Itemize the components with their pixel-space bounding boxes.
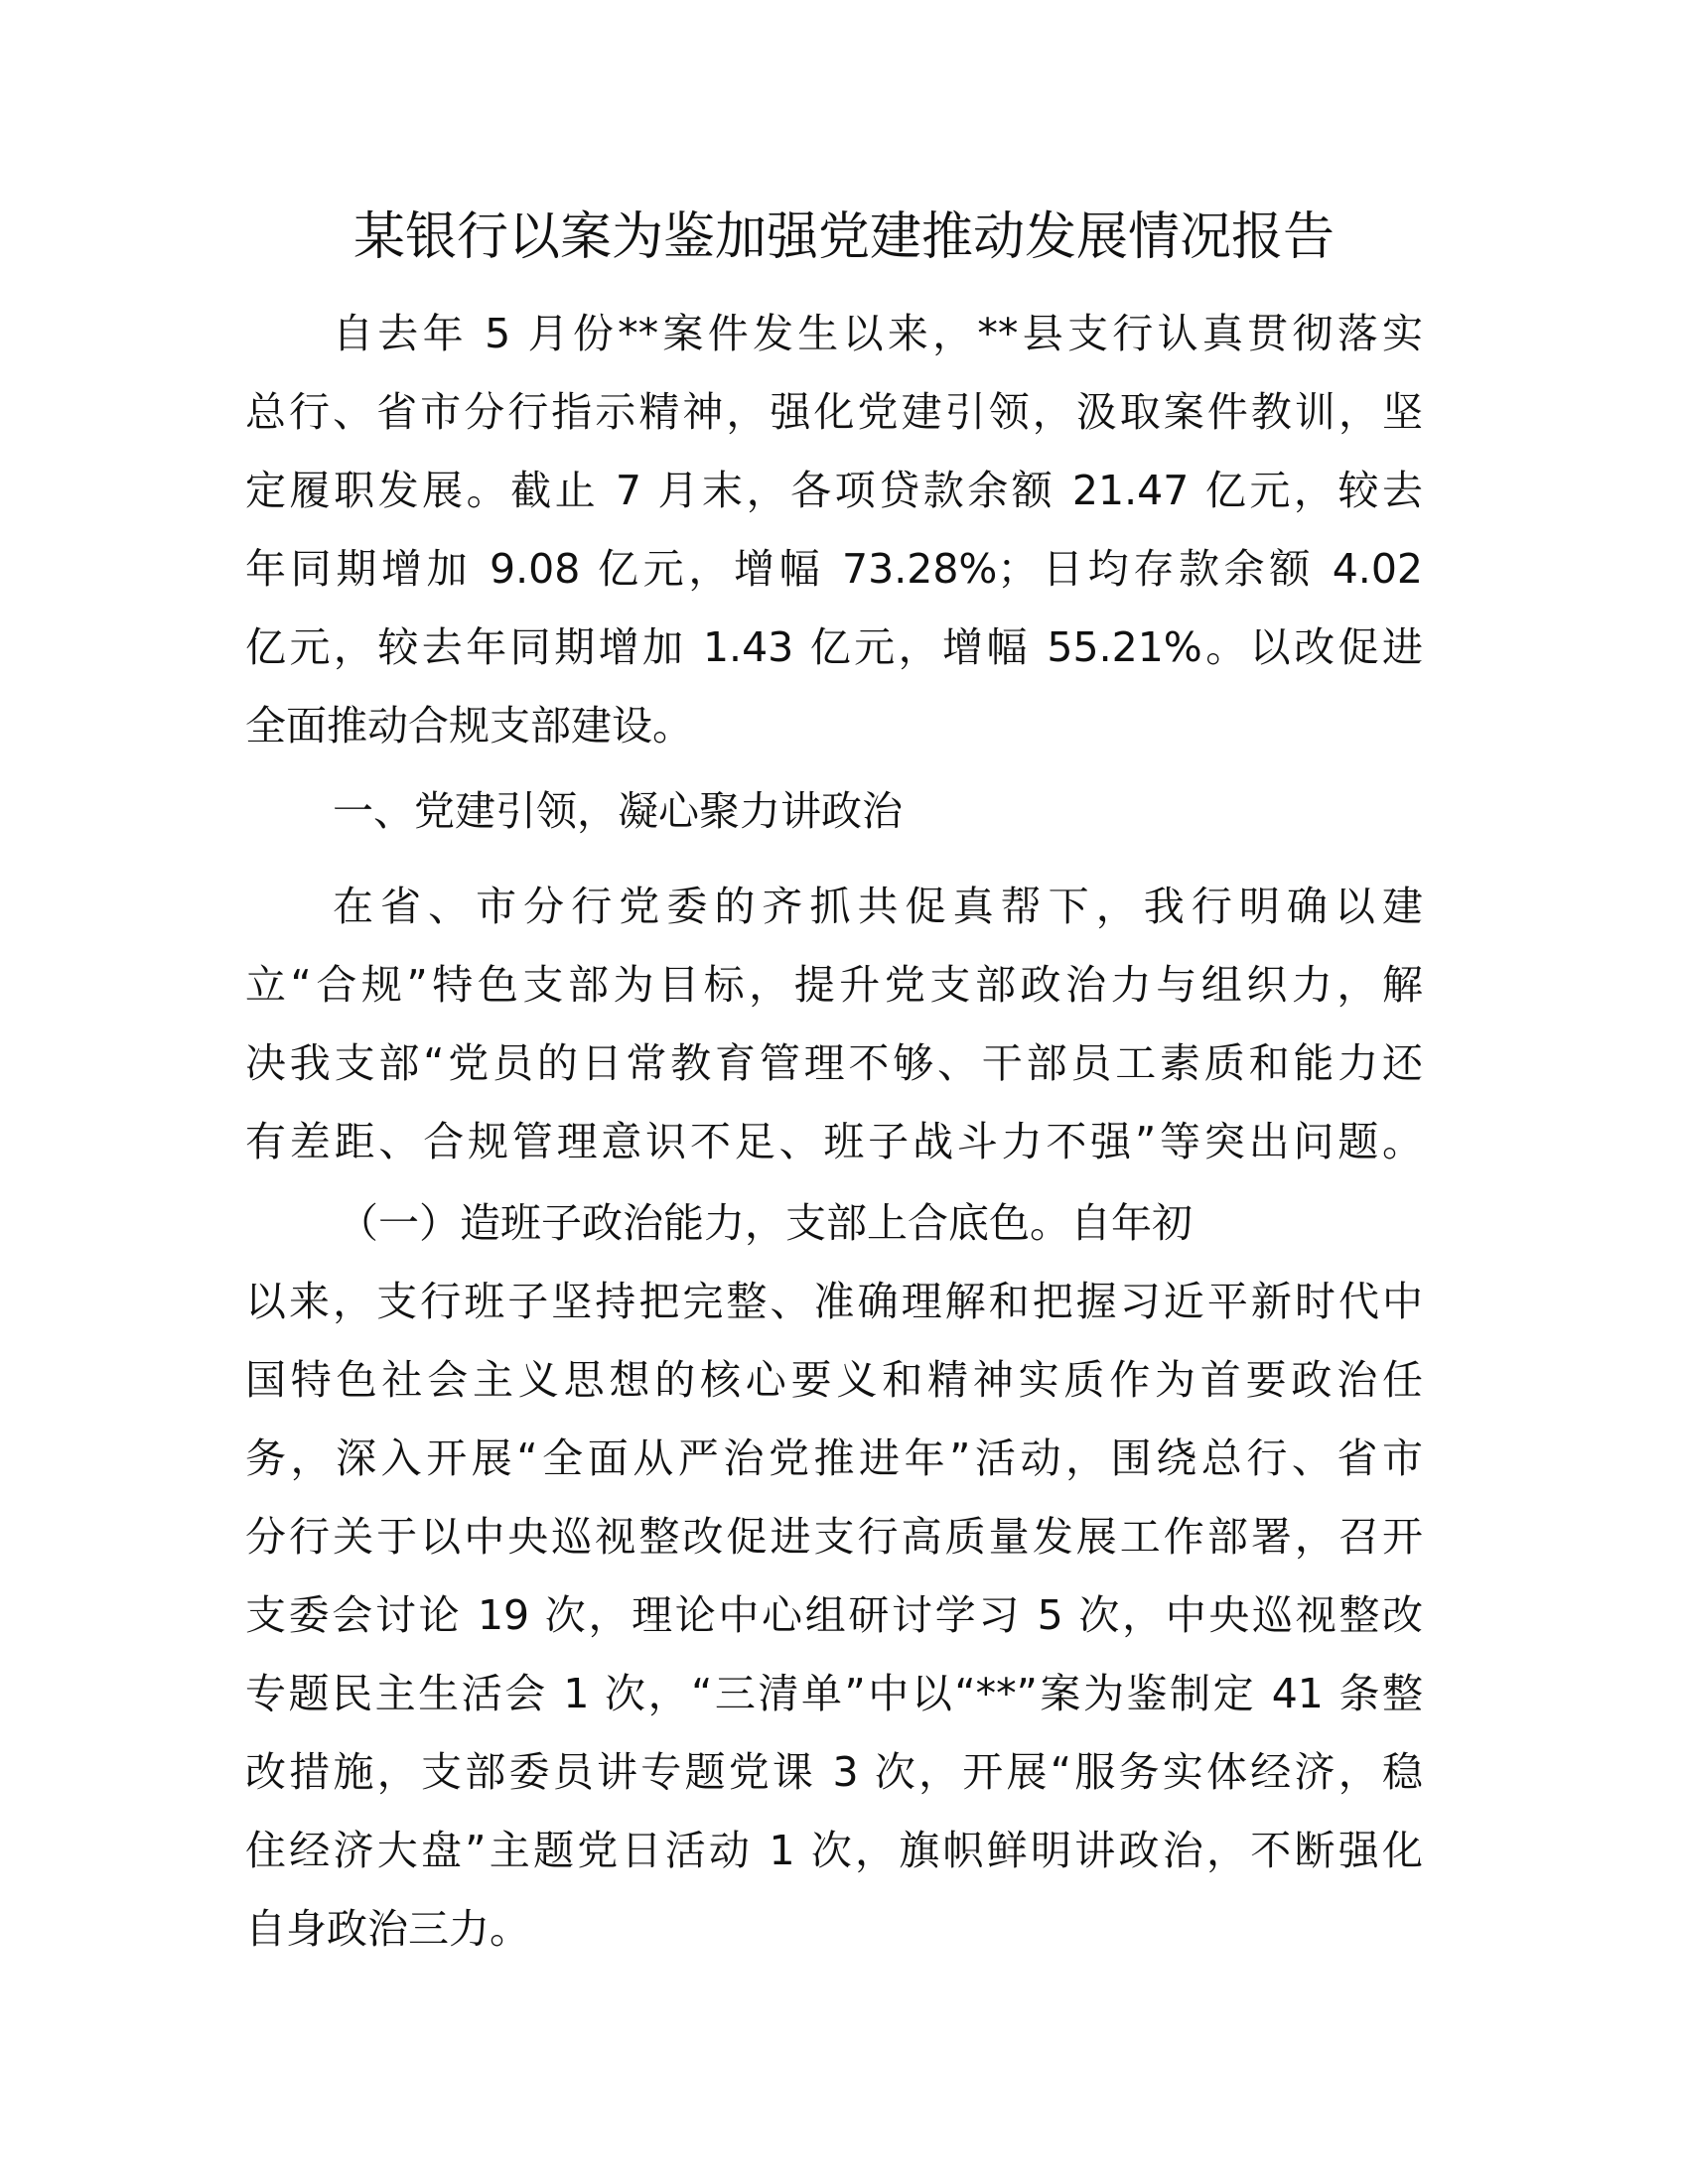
text-line: 改措施，支部委员讲专题党课 3 次，开展“服务实体经济，稳: [245, 1748, 1423, 1796]
document-title: 某银行以案为鉴加强党建推动发展情况报告: [352, 207, 1335, 267]
text-line: 决我支部“党员的日常教育管理不够、干部员工素质和能力还: [245, 1039, 1423, 1087]
text-line: 年同期增加 9.08 亿元，增幅 73.28%；日均存款余额 4.02: [245, 545, 1423, 593]
paragraph-subsection-1: [245, 1184, 1423, 1969]
text-line: 分行关于以中央巡视整改促进支行高质量发展工作部署，召开: [245, 1513, 1423, 1561]
paragraph-section-1: [245, 868, 1423, 1181]
text-line: 一、党建引领，凝心聚力讲政治: [333, 787, 903, 835]
text-line: 国特色社会主义思想的核心要义和精神实质作为首要政治任: [245, 1356, 1423, 1404]
text-line: 立“合规”特色支部为目标，提升党支部政治力与组织力，解: [245, 961, 1423, 1009]
text-line: 定履职发展。截止 7 月末，各项贷款余额 21.47 亿元，较去: [245, 467, 1423, 514]
text-line: 专题民主生活会 1 次，“三清单”中以“**”案为鉴制定 41 条整: [245, 1670, 1423, 1717]
text-line: 全面推动合规支部建设。: [245, 702, 693, 750]
text-line: 住经济大盘”主题党日活动 1 次，旗帜鲜明讲政治，不断强化: [245, 1827, 1423, 1874]
section-heading-1: [245, 772, 1423, 851]
text-line: 有差距、合规管理意识不足、班子战斗力不强”等突出问题。: [245, 1118, 1423, 1165]
text-line: 自去年 5 月份**案件发生以来，**县支行认真贯彻落实: [333, 310, 1423, 357]
text-line: 在省、市分行党委的齐抓共促真帮下，我行明确以建: [333, 883, 1423, 930]
paragraph-intro: [245, 295, 1423, 765]
text-line: 支委会讨论 19 次，理论中心组研讨学习 5 次，中央巡视整改: [245, 1591, 1423, 1639]
text-line: 自身政治三力。: [245, 1905, 530, 1953]
text-line: 总行、省市分行指示精神，强化党建引领，汲取案件教训，坚: [245, 388, 1423, 436]
text-line: 务，深入开展“全面从严治党推进年”活动，围绕总行、省市: [245, 1434, 1423, 1482]
text-line: 亿元，较去年同期增加 1.43 亿元，增幅 55.21%。以改促进: [245, 623, 1423, 671]
text-line: （一）造班子政治能力，支部上合底色。自年初: [338, 1199, 1193, 1247]
text-line: 以来，支行班子坚持把完整、准确理解和把握习近平新时代中: [245, 1278, 1423, 1325]
